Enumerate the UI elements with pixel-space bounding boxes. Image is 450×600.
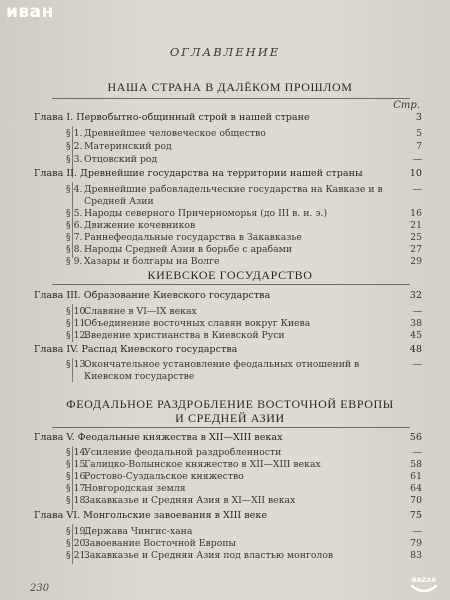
item-number: § 2. — [66, 141, 83, 152]
toc-item — [66, 318, 422, 330]
item-number: § 6. — [66, 220, 83, 231]
toc-item — [66, 447, 422, 459]
item-page: 64 — [410, 483, 422, 494]
page-number: 230 — [30, 583, 50, 594]
item-text: Движение кочевников — [84, 220, 196, 231]
item-page: — — [412, 306, 422, 317]
toc-item — [66, 154, 422, 166]
item-text: Отцовский род — [84, 154, 158, 165]
item-number: § 18. — [66, 495, 89, 506]
item-page: 29 — [410, 256, 422, 267]
chapter-label: Глава III. Образование Киевского государства — [34, 290, 271, 301]
toc-item — [66, 538, 422, 550]
section-rule — [52, 98, 410, 99]
chapter-page: 56 — [409, 432, 422, 443]
item-page: 83 — [410, 550, 422, 561]
chapter-row — [34, 168, 422, 180]
item-page: — — [412, 447, 422, 458]
toc-item — [66, 244, 422, 256]
toc-item — [66, 184, 422, 207]
toc-item — [66, 256, 422, 268]
toc-item — [66, 306, 422, 318]
item-text: Завоевание Восточной Европы — [84, 538, 236, 549]
item-text: Древнейшее человеческое общество — [84, 128, 266, 139]
toc-item — [66, 483, 422, 495]
toc-item — [66, 459, 422, 471]
item-text: Хазары и болгары на Волге — [84, 256, 220, 267]
chapter-row — [34, 344, 422, 356]
item-number: § 20. — [66, 538, 89, 549]
toc-item — [66, 330, 422, 342]
item-number: § 1. — [66, 128, 83, 139]
item-page: 27 — [410, 244, 422, 255]
item-number: § 8. — [66, 244, 83, 255]
item-number: § 17. — [66, 483, 89, 494]
chapter-row — [34, 510, 422, 522]
toc-item — [66, 232, 422, 244]
item-text: Раннефеодальные государства в Закавказье — [84, 232, 302, 243]
page-column-label: Стр. — [393, 100, 420, 111]
section-title: НАША СТРАНА В ДАЛЁКОМ ПРОШЛОМ — [107, 80, 353, 94]
item-page: — — [412, 526, 422, 537]
item-text: Закавказье и Средняя Азия под властью монголов — [84, 550, 334, 561]
item-number: § 4. — [66, 184, 83, 195]
chapter-label: Глава VI. Монгольские завоевания в XIII веке — [34, 510, 268, 521]
item-text: Держава Чингис-хана — [84, 526, 193, 537]
item-number: § 16. — [66, 471, 89, 482]
toc-item — [66, 471, 422, 483]
item-text: Материнский род — [84, 141, 172, 152]
item-text: Объединение восточных славян вокруг Киева — [84, 318, 311, 329]
item-page: 16 — [410, 208, 422, 219]
item-number: § 14. — [66, 447, 89, 458]
item-text: Ростово-Суздальское княжество — [84, 471, 244, 482]
item-page: — — [412, 184, 422, 195]
item-page: 45 — [410, 330, 422, 341]
toc-item — [66, 128, 422, 140]
section-title — [50, 397, 410, 425]
item-page: 61 — [410, 471, 422, 482]
item-number: § 12. — [66, 330, 89, 341]
item-number: § 3. — [66, 154, 83, 165]
item-text: Закавказье и Средняя Азия в XI—XII веках — [84, 495, 296, 506]
item-number: § 10. — [66, 306, 89, 317]
item-text: Новгородская земля — [84, 483, 186, 494]
item-text: Славяне в VI—IX веках — [84, 306, 197, 317]
item-page: 25 — [410, 232, 422, 243]
chapter-label: Глава II. Древнейшие государства на территории нашей страны — [34, 168, 363, 179]
section-rule — [52, 427, 410, 428]
item-page: 7 — [416, 141, 422, 152]
item-text: Древнейшие рабовладельческие государства на Кавказе и в Средней Азии — [84, 184, 383, 207]
item-number: § 5. — [66, 208, 83, 219]
section-title-line1: ФЕОДАЛЬНОЕ РАЗДРОБЛЕНИЕ ВОСТОЧНОЙ ЕВРОПЫ — [66, 397, 394, 411]
item-number: § 15. — [66, 459, 89, 470]
item-page: — — [412, 154, 422, 165]
toc-title: ОГЛАВЛЕНИЕ — [169, 45, 281, 59]
item-number: § 11. — [66, 318, 89, 329]
chapter-page: 75 — [409, 510, 422, 521]
toc-item — [66, 495, 422, 507]
item-text: Народы Средней Азии в борьбе с арабами — [84, 244, 293, 255]
chapter-label: Глава IV. Распад Киевского государства — [34, 344, 238, 355]
item-page: 5 — [416, 128, 422, 139]
item-number: § 21. — [66, 550, 89, 561]
section-title-line2: И СРЕДНЕЙ АЗИИ — [175, 411, 285, 425]
item-text: Окончательное установление феодальных отношений в Киевском государстве — [84, 359, 360, 382]
chapter-page: 32 — [409, 290, 422, 301]
item-text: Галицко-Волынское княжество в XII—XIII веках — [84, 459, 321, 470]
item-page: 58 — [410, 459, 422, 470]
chapter-row — [34, 290, 422, 302]
section-title: КИЕВСКОЕ ГОСУДАРСТВО — [147, 268, 313, 282]
toc-item — [66, 208, 422, 220]
item-number: § 7. — [66, 232, 83, 243]
item-page: — — [412, 359, 422, 370]
section-rule — [52, 284, 410, 285]
chapter-label: Глава V. Феодальные княжества в XII—XIII веках — [34, 432, 283, 443]
item-number: § 13. — [66, 359, 89, 370]
item-text: Усиление феодальной раздробленности — [84, 447, 282, 458]
chapter-page: 10 — [409, 168, 422, 179]
logo-text: BAZAR — [411, 576, 437, 584]
item-page: 21 — [410, 220, 422, 231]
item-text: Введение христианства в Киевской Руси — [84, 330, 285, 341]
item-page: 70 — [410, 495, 422, 506]
toc-item — [66, 526, 422, 538]
item-number: § 9. — [66, 256, 83, 267]
item-page: 79 — [410, 538, 422, 549]
toc-item — [66, 550, 422, 562]
toc-item — [66, 141, 422, 153]
item-page: 38 — [410, 318, 422, 329]
item-number: § 19. — [66, 526, 89, 537]
chapter-row — [34, 112, 422, 124]
toc-item — [66, 359, 422, 382]
watermark-text: иван — [6, 2, 54, 22]
item-text: Народы северного Причерноморья (до III в. н. э.) — [84, 208, 328, 219]
chapter-row — [34, 432, 422, 444]
toc-item — [66, 220, 422, 232]
chapter-page: 3 — [415, 112, 422, 123]
chapter-label: Глава I. Первобытно-общинный строй в нашей стране — [34, 112, 310, 123]
chapter-page: 48 — [409, 344, 422, 355]
